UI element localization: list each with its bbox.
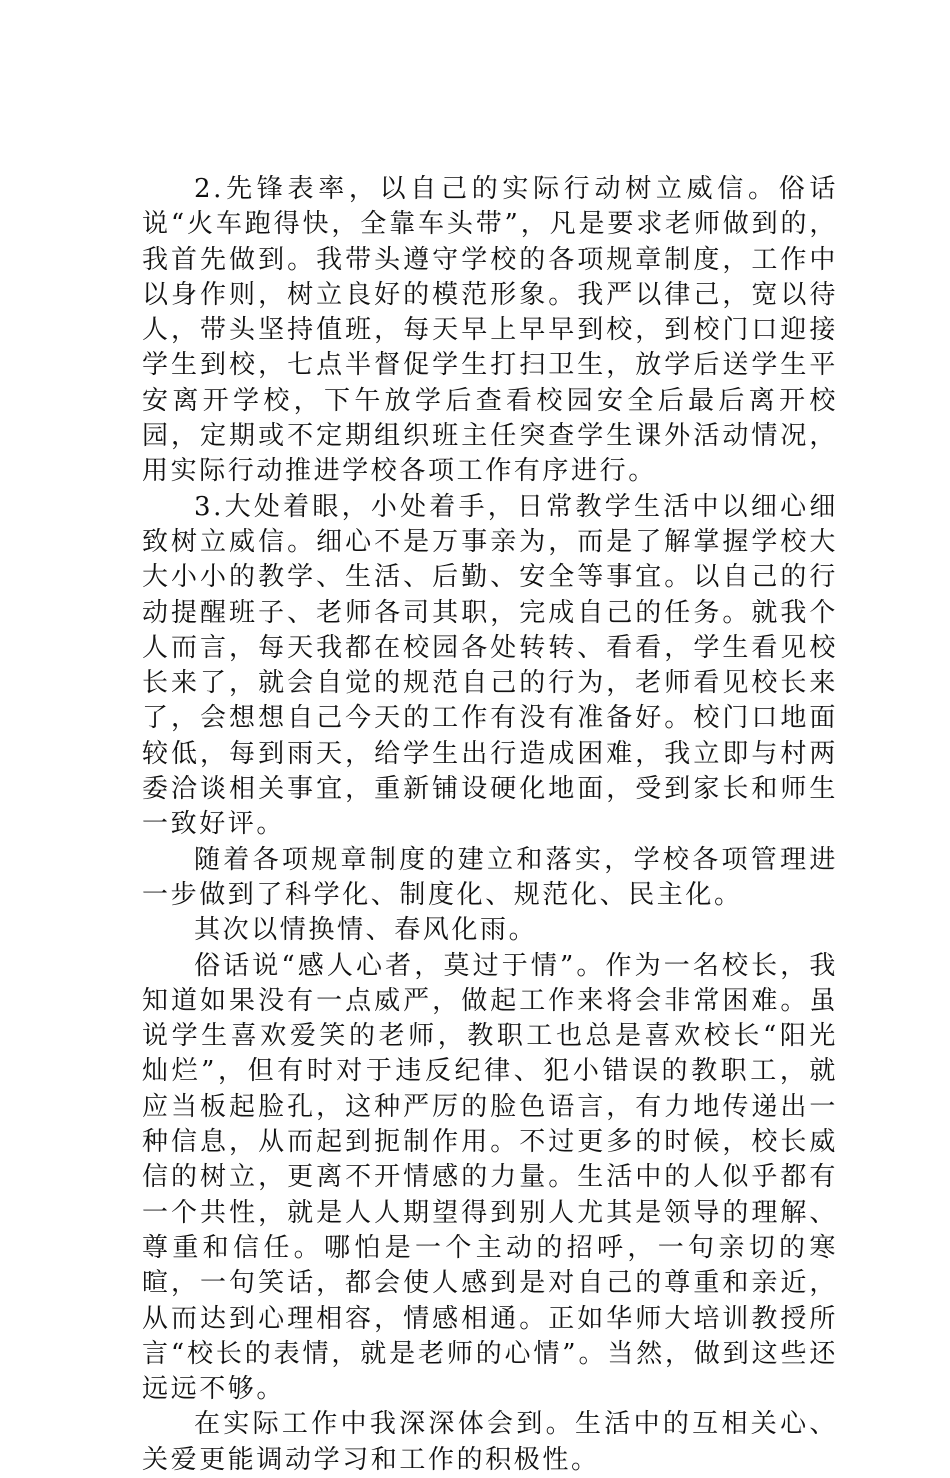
paragraph-leadership-example: 2.先锋表率，以自己的实际行动树立威信。俗话说“火车跑得快，全靠车头带”，凡是要求老师做到的，我首先做到。我带头遵守学校的各项规章制度，工作中以身作则，树立良好的模范形象。我严以律己，宽以待人，带头坚持值班，每天早上早早到校，到校门口迎接学生到校，七点半督促学生打扫卫生，放学后送学生平安离开学校，下午放学后查看校园安全后最后离开校园，定期或不定期组织班主任突查学生课外活动情况，用实际行动推进学校各项工作有序进行。 [142, 174, 838, 487]
paragraph-attention-to-detail: 3.大处着眼，小处着手，日常教学生活中以细心细致树立威信。细心不是万事亲为，而是了解掌握学校大大小小的教学、生活、后勤、安全等事宜。以自己的行动提醒班子、老师各司其职，完成自己的任务。就我个人而言，每天我都在校园各处转转、看看，学生看见校长来了，就会自觉的规范自己的行为，老师看见校长来了，会想想自己今天的工作有没有准备好。校门口地面较低，每到雨天，给学生出行造成困难，我立即与村两委洽谈相关事宜，重新铺设硬化地面，受到家长和师生一致好评。 [142, 491, 838, 840]
paragraph-section-heading: 其次以情换情、春风化雨。 [194, 915, 538, 946]
paragraph-care-motivation: 在实际工作中我深深体会到。生活中的互相关心、关爱更能调动学习和工作的积极性。 [142, 1409, 838, 1475]
paragraph-emotional-influence: 俗话说“感人心者，莫过于情”。作为一名校长，我知道如果没有一点威严，做起工作来将会非常困难。虽说学生喜欢爱笑的老师，教职工也总是喜欢校长“阳光灿烂”，但有时对于违反纪律、犯小错误的教职工，就应当板起脸孔，这种严厉的脸色语言，有力地传递出一种信息，从而起到扼制作用。不过更多的时候，校长威信的树立，更离不开情感的力量。生活中的人似乎都有一个共性，就是人人期望得到别人尤其是领导的理解、尊重和信任。哪怕是一个主动的招呼，一句亲切的寒暄，一句笑话，都会使人感到是对自己的尊重和亲近，从而达到心理相容，情感相通。正如华师大培训教授所言“校长的表情，就是老师的心情”。当然，做到这些还远远不够。 [142, 950, 838, 1405]
document-body [142, 172, 838, 1478]
paragraph-management-results: 随着各项规章制度的建立和落实，学校各项管理进一步做到了科学化、制度化、规范化、民主化。 [142, 844, 838, 910]
